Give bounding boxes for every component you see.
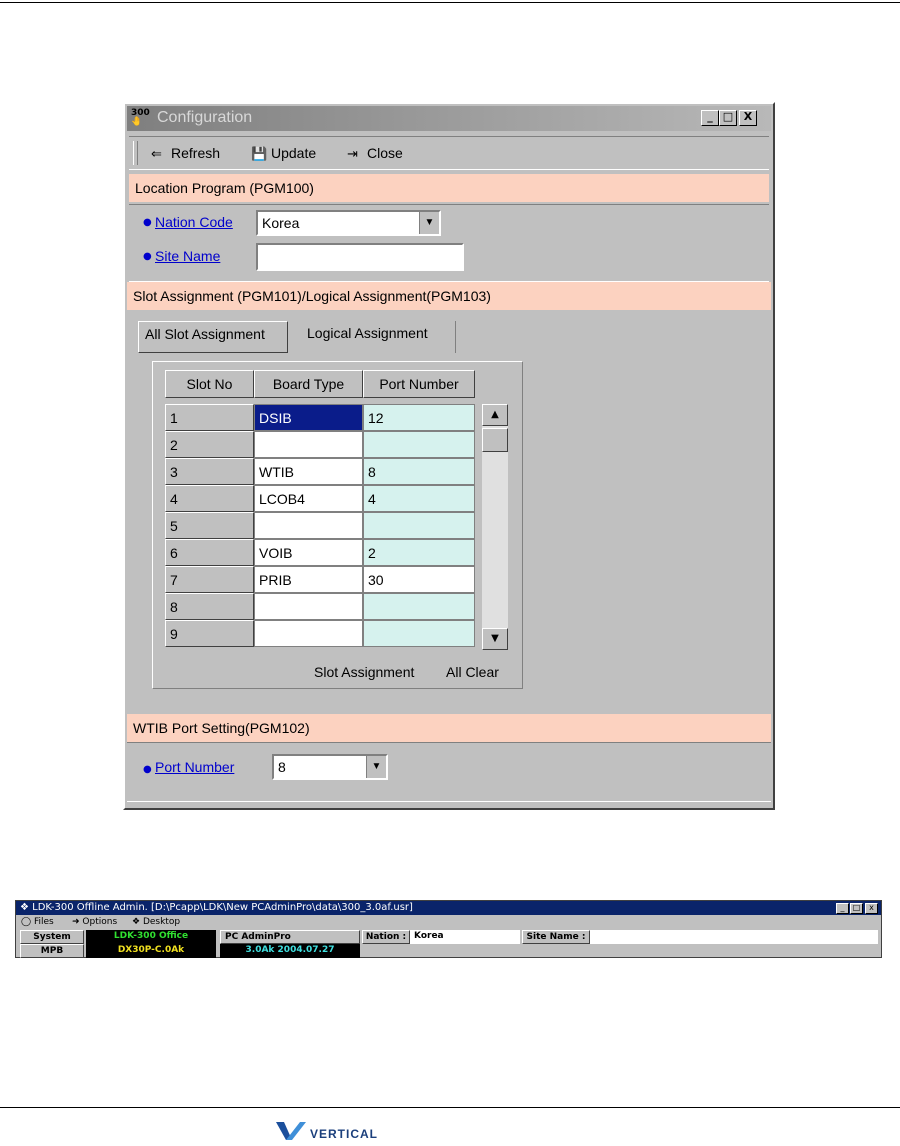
close-button[interactable]: ⇥ Close [347,145,403,161]
board-type-cell[interactable]: DSIB [254,404,363,431]
slot-cell: 8 [165,593,254,620]
table-row[interactable] [165,485,475,512]
nation-code-select[interactable]: Korea ▼ [256,210,441,236]
scroll-down-icon[interactable]: ▼ [482,628,508,650]
vertical-logo-mark-icon [276,1120,312,1142]
board-type-cell[interactable] [254,512,363,539]
minimize-button[interactable]: _ [701,110,719,126]
refresh-button[interactable]: ⇐ Refresh [151,145,221,161]
admin-minimize-button[interactable]: _ [836,903,849,914]
nation-label: Nation : [362,930,410,944]
mpb-label: MPB [20,944,84,958]
site-name-label-admin: Site Name : [522,930,590,944]
port-number-cell[interactable] [363,431,475,458]
tab-all-slot-assignment[interactable]: All Slot Assignment [138,321,288,353]
system-label: System [20,930,84,944]
window-title: Configuration [157,109,253,126]
port-number-label[interactable]: Port Number [155,759,235,775]
table-row[interactable] [165,458,475,485]
slot-cell: 7 [165,566,254,593]
port-number-cell[interactable]: 2 [363,539,475,566]
top-rule [0,2,900,3]
vertical-logo-text: VERTICAL [310,1127,378,1141]
admin-maximize-button[interactable]: □ [850,903,863,914]
desktop-menu[interactable]: ❖ Desktop [132,917,181,927]
files-menu[interactable]: ◯ Files [21,917,54,927]
port-number-cell[interactable] [363,593,475,620]
slot-cell: 5 [165,512,254,539]
admin-title-bar[interactable]: ❖ LDK-300 Offline Admin. [D:\Pcapp\LDK\New PCAdminPro\data\300_3.0af.usr] [16,901,881,915]
column-header-slot-no[interactable]: Slot No [165,370,254,398]
table-row[interactable] [165,431,475,458]
table-row[interactable] [165,593,475,620]
site-name-label[interactable]: Site Name [155,248,221,264]
save-disk-icon: 💾 [251,146,268,161]
nation-value: Korea [410,930,520,944]
tab-logical-assignment[interactable]: Logical Assignment [301,321,456,353]
chevron-down-icon[interactable]: ▼ [366,756,386,778]
port-number-cell[interactable]: 4 [363,485,475,512]
site-name-input[interactable] [256,243,464,271]
site-name-value-admin [590,930,878,944]
table-row[interactable] [165,539,475,566]
slot-cell: 4 [165,485,254,512]
chevron-down-icon[interactable]: ▼ [419,212,439,234]
all-clear-link[interactable]: All Clear [446,664,499,680]
board-type-cell[interactable] [254,620,363,647]
location-section-header: Location Program (PGM100) [129,174,769,202]
board-type-cell[interactable]: VOIB [254,539,363,566]
wtib-section-header: WTIB Port Setting(PGM102) [127,714,771,742]
pcadmin-value: 3.0Ak 2004.07.27 [220,944,360,958]
port-number-bullet: ● [143,764,152,775]
mpb-value: DX30P-C.0Ak [86,944,216,958]
nation-code-bullet: ● [143,217,152,228]
toolbar-grip[interactable] [133,141,138,165]
table-row[interactable] [165,566,475,593]
port-number-cell[interactable] [363,620,475,647]
board-type-cell[interactable]: PRIB [254,566,363,593]
update-button[interactable]: 💾 Update [251,145,317,161]
column-header-port-number[interactable]: Port Number [363,370,475,398]
pcadmin-label: PC AdminPro [220,930,360,944]
table-row[interactable] [165,620,475,647]
grid-scrollbar[interactable] [482,404,508,650]
exit-icon: ⇥ [347,146,358,161]
bottom-rule [0,1107,900,1108]
board-type-cell[interactable] [254,431,363,458]
scroll-up-icon[interactable]: ▲ [482,404,508,426]
board-type-cell[interactable]: WTIB [254,458,363,485]
scroll-thumb[interactable] [482,428,508,452]
board-type-cell[interactable] [254,593,363,620]
offline-admin-window [15,900,882,958]
port-number-select[interactable]: 8 ▼ [272,754,388,780]
slot-assignment-link[interactable]: Slot Assignment [314,664,415,680]
site-name-bullet: ● [143,251,152,262]
slot-cell: 3 [165,458,254,485]
close-window-button[interactable]: X [739,110,757,126]
table-row[interactable] [165,404,475,431]
system-value: LDK-300 Office [86,930,216,944]
slot-cell: 9 [165,620,254,647]
slot-cell: 1 [165,404,254,431]
port-number-cell[interactable]: 30 [363,566,475,593]
back-arrow-icon: ⇐ [151,146,162,161]
slot-cell: 2 [165,431,254,458]
maximize-button[interactable]: □ [719,110,737,126]
nation-code-label[interactable]: Nation Code [155,214,233,230]
app-icon: 300 🤚 [131,108,150,127]
title-bar[interactable] [127,106,771,131]
port-number-cell[interactable]: 12 [363,404,475,431]
slot-cell: 6 [165,539,254,566]
toolbar [129,136,769,170]
column-header-board-type[interactable]: Board Type [254,370,363,398]
slot-section-header: Slot Assignment (PGM101)/Logical Assignment(PGM103) [127,282,771,310]
port-number-cell[interactable] [363,512,475,539]
port-number-cell[interactable]: 8 [363,458,475,485]
admin-close-button[interactable]: x [865,903,878,914]
board-type-cell[interactable]: LCOB4 [254,485,363,512]
table-row[interactable] [165,512,475,539]
options-menu[interactable]: ➜ Options [72,917,118,927]
